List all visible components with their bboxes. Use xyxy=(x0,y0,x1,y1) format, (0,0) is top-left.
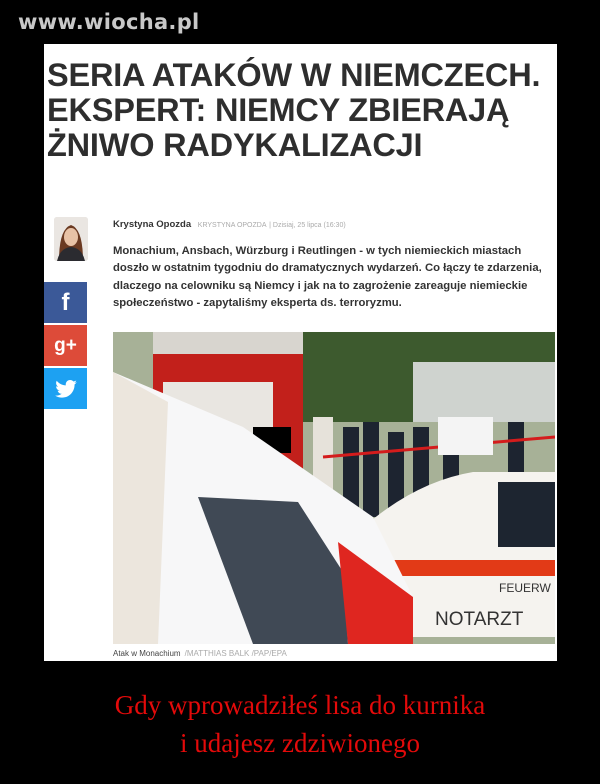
googleplus-icon: g+ xyxy=(54,334,77,356)
photo-caption xyxy=(113,649,287,658)
munich-attack-photo xyxy=(113,332,555,644)
article-screenshot xyxy=(44,44,557,661)
googleplus-share-button[interactable] xyxy=(44,325,87,366)
photo-credit: /MATTHIAS BALK /PAP/EPA xyxy=(184,649,287,658)
author-name[interactable]: Krystyna Opozda xyxy=(113,219,192,230)
article-photo[interactable] xyxy=(113,332,555,644)
twitter-share-button[interactable] xyxy=(44,368,87,409)
author-line xyxy=(113,219,346,230)
twitter-icon xyxy=(55,380,77,398)
author-photo xyxy=(54,217,88,261)
photo-vehicle-text: NOTARZT xyxy=(435,609,524,630)
article-headline: SERIA ATAKÓW W NIEMCZECH. EKSPERT: NIEMCY ZBIERAJĄ ŻNIWO RADYKALIZACJI xyxy=(47,57,541,163)
site-watermark: www.wiocha.pl xyxy=(18,10,200,34)
meta-separator: | xyxy=(269,222,273,229)
publish-date: Dzisiaj, 25 lipca (16:30) xyxy=(272,222,346,229)
demotivator-caption-line1: Gdy wprowadziłeś lisa do kurnika xyxy=(114,690,486,720)
facebook-icon: f xyxy=(61,288,70,316)
author-tag: KRYSTYNA OPOZDA xyxy=(197,222,267,229)
caption-text: Atak w Monachium xyxy=(113,649,181,658)
photo-door-text: FEUERW xyxy=(499,581,551,595)
facebook-share-button[interactable] xyxy=(44,282,87,323)
author-avatar[interactable] xyxy=(54,217,88,261)
article-lead: Monachium, Ansbach, Würzburg i Reutlingen - w tych niemieckich miastach doszło w ostatnim tygodniu do dramatycznych wydarzeń. Co łączy te zdarzenia, dlaczego na celowniku są Niemcy i jak na to zagrożenie zareaguje niemieckie społeczeństwo - zapytaliśmy eksperta ds. terroryzmu. xyxy=(113,245,542,309)
demotivator-caption-line2: i udajesz zdziwionego xyxy=(180,728,420,758)
